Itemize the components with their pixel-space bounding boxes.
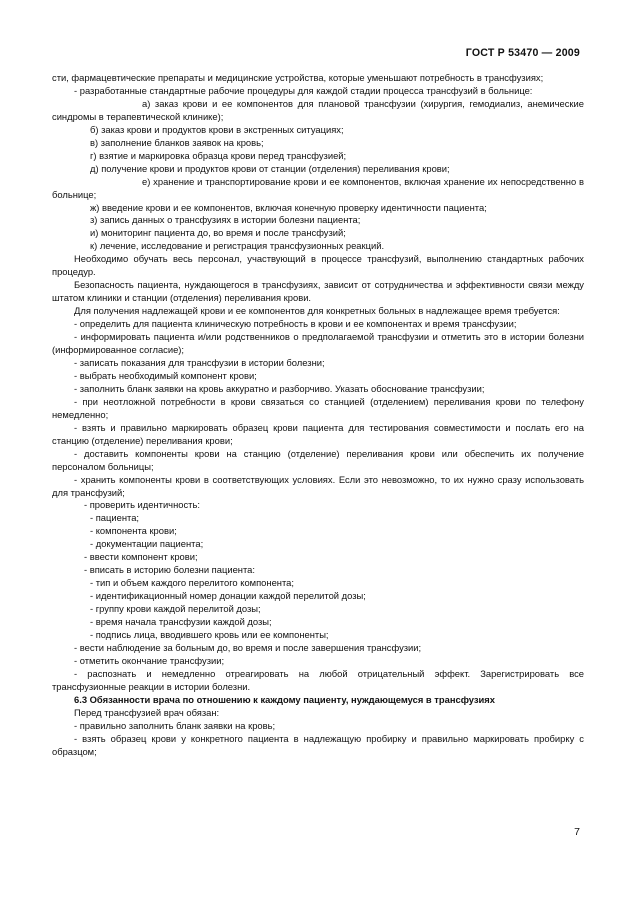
list-item: - ввести компонент крови; (84, 551, 198, 563)
list-item: - заполнить бланк заявки на кровь аккуратно и разборчиво. Указать обоснование трансфузии; (74, 382, 485, 394)
paragraph: сти, фармацевтические препараты и медицинские устройства, которые уменьшают потребность в трансфузиях; (52, 72, 544, 83)
list-item: з) запись данных о трансфузиях в истории болезни пациента; (90, 214, 361, 226)
list-item: в) заполнение бланков заявок на кровь; (90, 136, 264, 148)
list-item: е) хранение и транспортирование крови и ее компонентов, включая хранение их непосредственно в больнице; (52, 175, 584, 200)
list-item: к) лечение, исследование и регистрация трансфузионных реакций. (90, 240, 385, 252)
list-item: - правильно заполнить бланк заявки на кровь; (74, 719, 276, 731)
paragraph: Необходимо обучать весь персонал, участвующий в процессе трансфузий, выполнению стандартных рабочих процедур. (52, 253, 584, 278)
list-item: - записать показания для трансфузии в истории болезни; (74, 356, 325, 368)
list-item: - выбрать необходимый компонент крови; (74, 369, 257, 381)
list-item: - при неотложной потребности в крови связаться со станцией (отделением) переливания крови по телефону немедленно; (52, 395, 584, 420)
list-item: - определить для пациента клиническую потребность в крови и ее компонентах и время трансфузии; (74, 318, 517, 330)
list-item: - взять и правильно маркировать образец крови пациента для тестирования совместимости и послать его на станцию (отделение) переливания крови; (52, 421, 584, 446)
list-item: - проверить идентичность: (84, 499, 200, 511)
list-item: - тип и объем каждого перелитого компонента; (90, 577, 294, 589)
document-body (52, 72, 584, 759)
list-item: - пациента; (90, 512, 140, 524)
list-item: б) заказ крови и продуктов крови в экстренных ситуациях; (90, 123, 344, 135)
list-item: - время начала трансфузии каждой дозы; (90, 616, 272, 628)
list-item: - распознать и немедленно отреагировать на любой отрицательный эффект. Зарегистрировать все трансфузионные реакции в истории болезни. (52, 667, 584, 692)
list-item: - вести наблюдение за больным до, во время и после завершения трансфузии; (74, 641, 422, 653)
standard-header: ГОСТ Р 53470 — 2009 (465, 47, 580, 59)
list-item: г) взятие и маркировка образца крови перед трансфузией; (90, 149, 347, 161)
section-heading: 6.3 Обязанности врача по отношению к каждому пациенту, нуждающемуся в трансфузиях (74, 693, 495, 705)
list-item: д) получение крови и продуктов крови от станции (отделения) переливания крови; (90, 162, 450, 174)
list-item: а) заказ крови и ее компонентов для плановой трансфузии (хирургия, гемодиализ, анемические синдромы в терапевтической клинике); (52, 97, 584, 122)
page-number: 7 (574, 826, 580, 838)
paragraph: Перед трансфузией врач обязан: (74, 706, 220, 718)
list-item: - доставить компоненты крови на станцию (отделение) переливания крови или обеспечить их получение персоналом больницы; (52, 447, 584, 472)
list-item: - хранить компоненты крови в соответствующих условиях. Если это невозможно, то их нужно сразу использовать для трансфузий; (52, 473, 584, 498)
list-item: - отметить окончание трансфузии; (74, 654, 225, 666)
list-item: и) мониторинг пациента до, во время и после трансфузий; (90, 227, 346, 239)
list-item: - подпись лица, вводившего кровь или ее компоненты; (90, 628, 329, 640)
list-item: - разработанные стандартные рабочие процедуры для каждой стадии процесса трансфузий в больнице: (74, 84, 533, 96)
paragraph: Для получения надлежащей крови и ее компонентов для конкретных больных в надлежащее время требуется: (74, 305, 560, 317)
list-item: - компонента крови; (90, 525, 177, 537)
list-item: - документации пациента; (90, 538, 204, 550)
paragraph: Безопасность пациента, нуждающегося в трансфузиях, зависит от сотрудничества и эффективности связи между штатом клиники и станции (отделения) переливания крови. (52, 279, 584, 304)
list-item: - информировать пациента и/или родственников о предполагаемой трансфузии и отметить это в истории болезни (информированное согласие); (52, 331, 584, 356)
list-item: - вписать в историю болезни пациента: (84, 564, 255, 576)
list-item: ж) введение крови и ее компонентов, включая конечную проверку идентичности пациента; (90, 201, 487, 213)
list-item: - группу крови каждой перелитой дозы; (90, 603, 261, 615)
list-item: - идентификационный номер донации каждой перелитой дозы; (90, 590, 366, 602)
list-item: - взять образец крови у конкретного пациента в надлежащую пробирку и правильно маркировать пробирку с образцом; (52, 732, 584, 757)
